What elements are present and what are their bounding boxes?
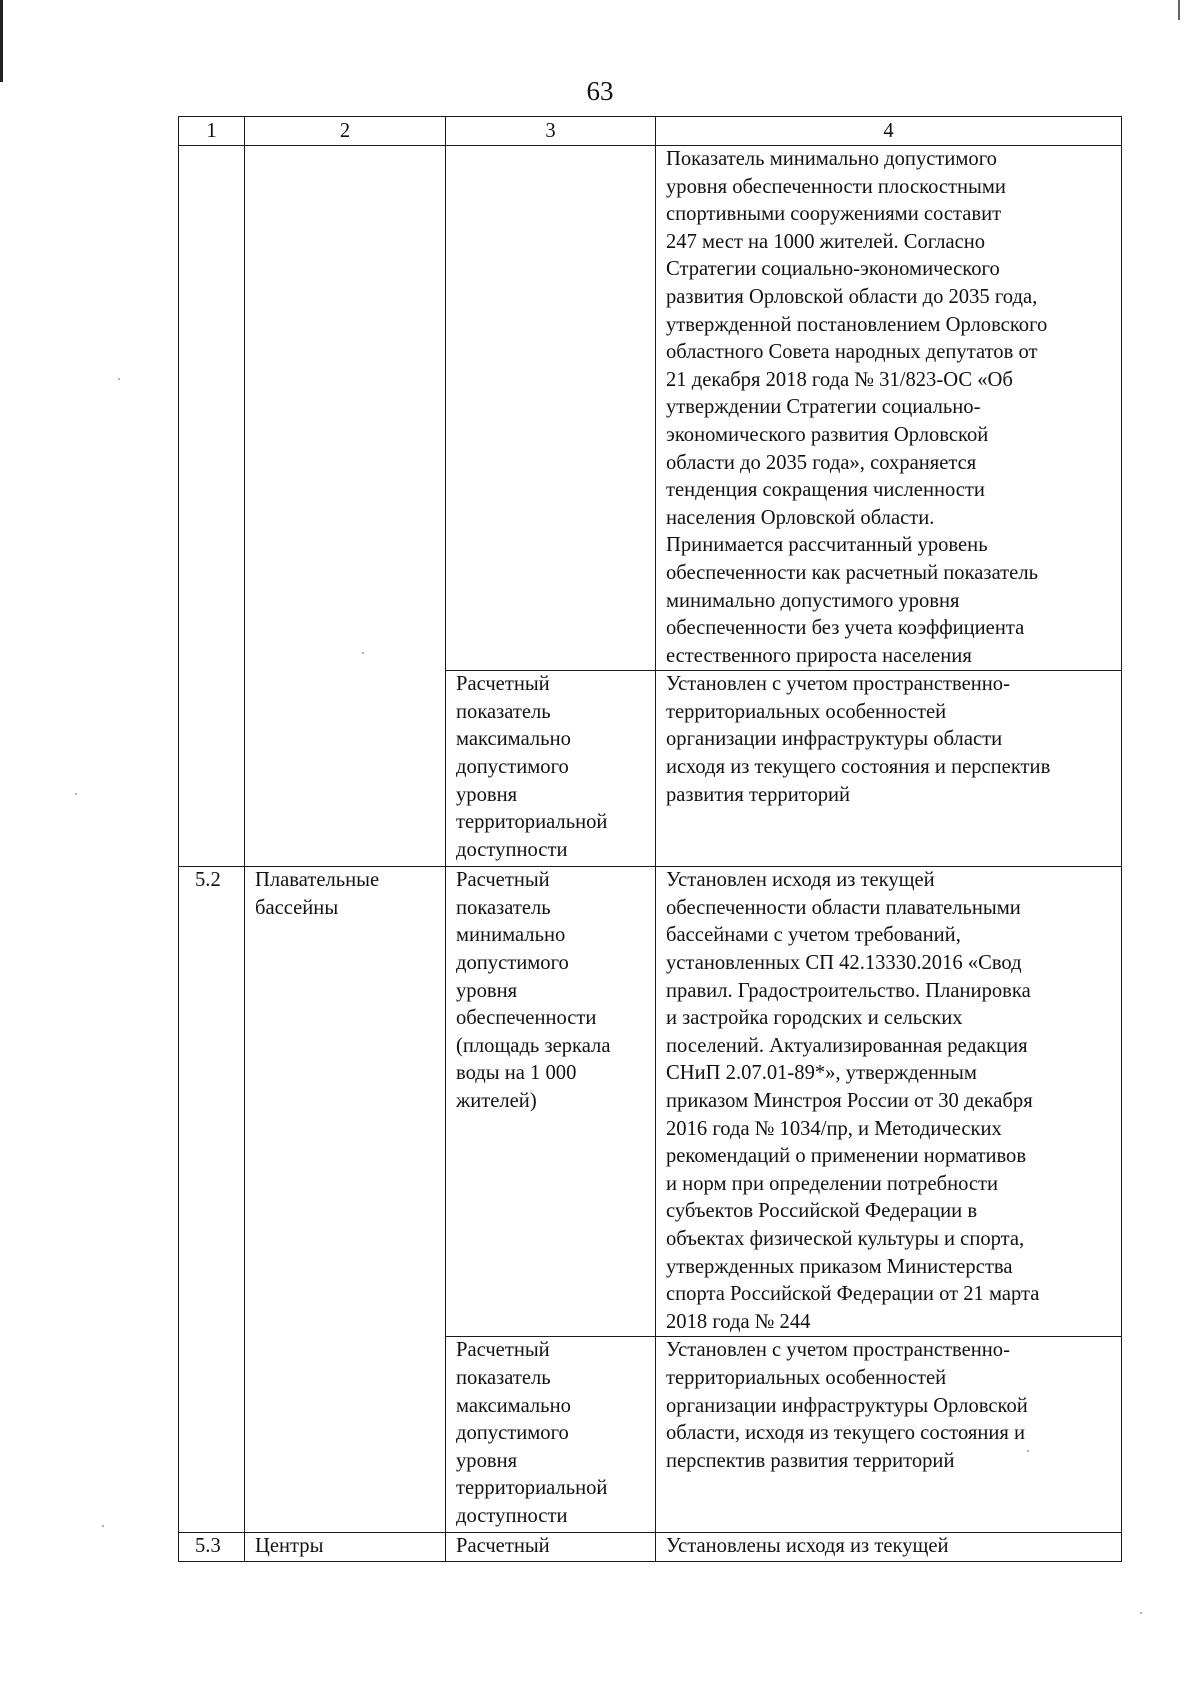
- table-row: [179, 1533, 1122, 1562]
- justification-cell: Показатель минимально допустимого уровня обеспеченности плоскостными спортивными сооружениями составит 247 мест на 1000 жителей. Согласно Стратегии социально-экономического развития Орловской области до 2035 года, утвержденной постановлением Орловского областного Совета народных депутатов от 21 декабря 2018 года № 31/823-ОС «Об утверждении Стратегии социально- экономического развития Орловской области до 2035 года», сохраняется тенденция сокращения численности населения Орловской области. Принимается рассчитанный уровень обеспеченности как расчетный показатель минимально допустимого уровня обеспеченности без учета коэффициента естественного прироста населения: [656, 146, 1122, 671]
- standards-table: [178, 116, 1122, 1562]
- scan-edge-mark: [1178, 0, 1180, 20]
- table-header-row: [179, 117, 1122, 146]
- justification-cell: Установлены исходя из текущей: [656, 1533, 1122, 1562]
- header-cell-3: 3: [446, 117, 656, 146]
- header-cell-1: 1: [179, 117, 245, 146]
- indicator-cell: Расчетный показатель минимально допустимого уровня обеспеченности (площадь зеркала воды на 1 000 жителей): [446, 867, 656, 1337]
- item-number-cell: 5.2: [179, 867, 245, 1533]
- indicator-cell: Расчетный показатель максимально допустимого уровня территориальной доступности: [446, 1337, 656, 1533]
- scan-dot: [1140, 1612, 1142, 1614]
- table-row: [179, 146, 1122, 671]
- facility-name-cell: Центры: [245, 1533, 446, 1562]
- table-row: [179, 867, 1122, 1337]
- justification-cell: Установлен с учетом пространственно- территориальных особенностей организации инфраструктуры Орловской области, исходя из текущего состояния и перспектив развития территорий: [656, 1337, 1122, 1533]
- facility-name-cell: [245, 146, 446, 867]
- scan-edge-mark: [0, 0, 3, 82]
- page-number: 63: [586, 76, 614, 106]
- scan-dot: [102, 1525, 104, 1527]
- scan-dot: [362, 652, 364, 654]
- item-number-cell: 5.3: [179, 1533, 245, 1562]
- indicator-cell: [446, 146, 656, 671]
- header-cell-2: 2: [245, 117, 446, 146]
- indicator-cell: Расчетный показатель максимально допустимого уровня территориальной доступности: [446, 671, 656, 867]
- scan-dot: [118, 378, 120, 380]
- scan-dot: [75, 793, 77, 795]
- facility-name-cell: Плавательные бассейны: [245, 867, 446, 1533]
- scan-dot: [1027, 1450, 1029, 1452]
- justification-cell: Установлен исходя из текущей обеспеченности области плавательными бассейнами с учетом требований, установленных СП 42.13330.2016 «Свод правил. Градостроительство. Планировка и застройка городских и сельских поселений. Актуализированная редакция СНиП 2.07.01-89*», утвержденным приказом Минстроя России от 30 декабря 2016 года № 1034/пр, и Методических рекомендаций о применении нормативов и норм при определении потребности субъектов Российской Федерации в объектах физической культуры и спорта, утвержденных приказом Министерства спорта Российской Федерации от 21 марта 2018 года № 244: [656, 867, 1122, 1337]
- justification-cell: Установлен с учетом пространственно- территориальных особенностей организации инфраструктуры области исходя из текущего состояния и перспектив развития территорий: [656, 671, 1122, 867]
- header-cell-4: 4: [656, 117, 1122, 146]
- item-number-cell: [179, 146, 245, 867]
- indicator-cell: Расчетный: [446, 1533, 656, 1562]
